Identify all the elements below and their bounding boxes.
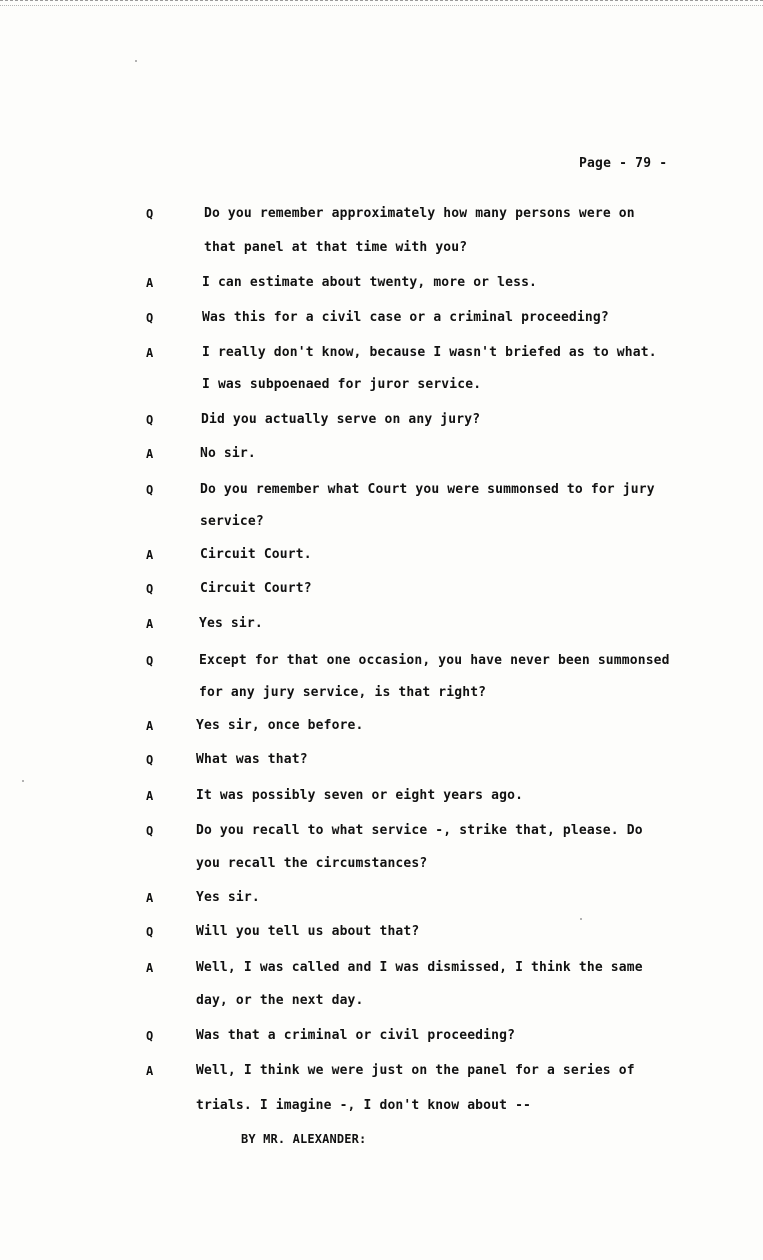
transcript-line — [0, 922, 763, 942]
line-text: Do you recall to what service -, strike that, please. Do — [196, 823, 643, 838]
question-marker: Q — [146, 413, 154, 427]
line-text: What was that? — [196, 752, 308, 767]
line-text: Circuit Court. — [200, 547, 312, 562]
transcript-line — [0, 958, 763, 978]
answer-marker: A — [146, 961, 154, 975]
transcript-line — [0, 888, 763, 908]
line-text: Well, I was called and I was dismissed, I think the same — [196, 960, 643, 975]
question-marker: Q — [146, 483, 154, 497]
answer-marker: A — [146, 617, 154, 631]
top-border-rule — [0, 0, 763, 6]
line-text: I was subpoenaed for juror service. — [202, 377, 482, 392]
answer-marker: A — [146, 346, 154, 360]
line-text: day, or the next day. — [196, 993, 364, 1008]
line-text: Yes sir, once before. — [196, 718, 364, 733]
transcript-line — [0, 750, 763, 770]
transcript-line — [0, 512, 763, 532]
transcript-line — [0, 410, 763, 430]
line-text: that panel at that time with you? — [204, 240, 468, 255]
line-text: Was that a criminal or civil proceeding? — [196, 1028, 516, 1043]
transcript-line — [0, 683, 763, 703]
line-text: Will you tell us about that? — [196, 924, 420, 939]
line-text: I can estimate about twenty, more or less. — [202, 275, 538, 290]
answer-marker: A — [146, 891, 154, 905]
answer-marker: A — [146, 548, 154, 562]
transcript-line — [0, 1096, 763, 1116]
transcript-line — [0, 614, 763, 634]
transcript-line — [0, 238, 763, 258]
line-text: Yes sir. — [199, 616, 263, 631]
answer-marker: A — [146, 447, 154, 461]
scan-speck — [135, 60, 137, 62]
transcript-line — [0, 480, 763, 500]
question-marker: Q — [146, 582, 154, 596]
transcript-line — [0, 991, 763, 1011]
transcript-line — [0, 343, 763, 363]
scan-speck — [580, 918, 582, 920]
line-text: Do you remember what Court you were summonsed to for jury — [200, 482, 655, 497]
transcript-line — [0, 716, 763, 736]
line-text: I really don't know, because I wasn't briefed as to what. — [202, 345, 657, 360]
transcript-line — [0, 444, 763, 464]
transcript-line — [0, 1061, 763, 1081]
question-marker: Q — [146, 654, 154, 668]
answer-marker: A — [146, 1064, 154, 1078]
transcript-line — [0, 204, 763, 224]
transcript-line — [0, 821, 763, 841]
page-number-header: Page - 79 - — [579, 156, 668, 171]
examiner-heading: BY MR. ALEXANDER: — [241, 1132, 367, 1146]
transcript-line — [0, 854, 763, 874]
line-text: trials. I imagine -, I don't know about -- — [196, 1098, 532, 1113]
line-text: Well, I think we were just on the panel for a series of — [196, 1063, 635, 1078]
question-marker: Q — [146, 824, 154, 838]
question-marker: Q — [146, 925, 154, 939]
line-text: service? — [200, 514, 264, 529]
transcript-line — [0, 308, 763, 328]
question-marker: Q — [146, 753, 154, 767]
line-text: Was this for a civil case or a criminal proceeding? — [202, 310, 609, 325]
line-text: Except for that one occasion, you have never been summonsed — [199, 653, 670, 668]
transcript-line — [0, 375, 763, 395]
line-text: you recall the circumstances? — [196, 856, 428, 871]
answer-marker: A — [146, 276, 154, 290]
answer-marker: A — [146, 789, 154, 803]
transcript-line — [0, 1026, 763, 1046]
question-marker: Q — [146, 1029, 154, 1043]
line-text: It was possibly seven or eight years ago. — [196, 788, 524, 803]
question-marker: Q — [146, 207, 154, 221]
line-text: Did you actually serve on any jury? — [201, 412, 481, 427]
transcript-line — [0, 545, 763, 565]
transcript-line — [0, 786, 763, 806]
line-text: No sir. — [200, 446, 256, 461]
answer-marker: A — [146, 719, 154, 733]
transcript-line — [0, 579, 763, 599]
line-text: for any jury service, is that right? — [199, 685, 487, 700]
scan-speck — [22, 780, 24, 782]
transcript-line — [0, 651, 763, 671]
line-text: Yes sir. — [196, 890, 260, 905]
question-marker: Q — [146, 311, 154, 325]
line-text: Circuit Court? — [200, 581, 312, 596]
transcript-line — [0, 273, 763, 293]
line-text: Do you remember approximately how many persons were on — [204, 206, 635, 221]
